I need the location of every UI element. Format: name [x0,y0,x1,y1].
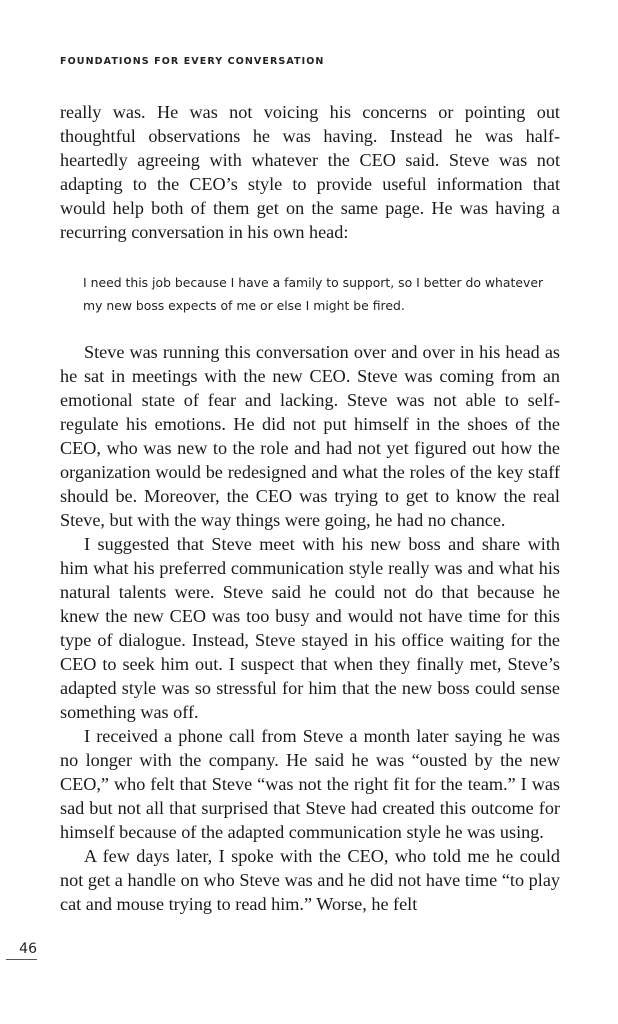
paragraph: Steve was running this conversation over and over in his head as he sat in meetings with the new CEO. Steve was coming from an emotional state of fear and lacking. Steve was not able to self-regulate his emotions. He did not put himself in the shoes of the CEO, who was new to the role and had not yet figured out how the organization would be redesigned and what the roles of the key staff should be. Moreover, the CEO was trying to get to know the real Steve, but with the way things were going, he had no chance. [60,342,560,530]
body-text-main [60,340,560,916]
running-head: FOUNDATIONS FOR EVERY CONVERSATION [60,56,325,67]
body-text-top [60,100,560,244]
paragraph-continued: really was. He was not voicing his concerns or pointing out thoughtful observations he was having. Instead he was half-heartedly agreeing with whatever the CEO said. Steve was not adapting to the CEO’s style to provide useful information that would help both of them get on the same page. He was having a recurring conversation in his own head: [60,102,560,242]
page-number: 46 [6,941,37,960]
paragraph: I suggested that Steve meet with his new boss and share with him what his preferred communication style really was and what his natural talents were. Steve said he could not do that because he knew the new CEO was too busy and would not have time for this type of dialogue. Instead, Steve stayed in his office waiting for the CEO to seek him out. I suspect that when they finally met, Steve’s adapted style was so stressful for him that the new boss could sense something was off. [60,534,560,722]
block-quote: I need this job because I have a family to support, so I better do whatever my new boss expects of me or else I might be fired. [83,275,544,313]
paragraph: A few days later, I spoke with the CEO, who told me he could not get a handle on who Steve was and he did not have time “to play cat and mouse trying to read him.” Worse, he felt [60,846,560,914]
paragraph: I received a phone call from Steve a month later saying he was no longer with the company. He said he was “ousted by the new CEO,” who felt that Steve “was not the right fit for the team.” I was sad but not all that surprised that Steve had created this outcome for himself because of the adapted communication style he was using. [60,726,560,842]
